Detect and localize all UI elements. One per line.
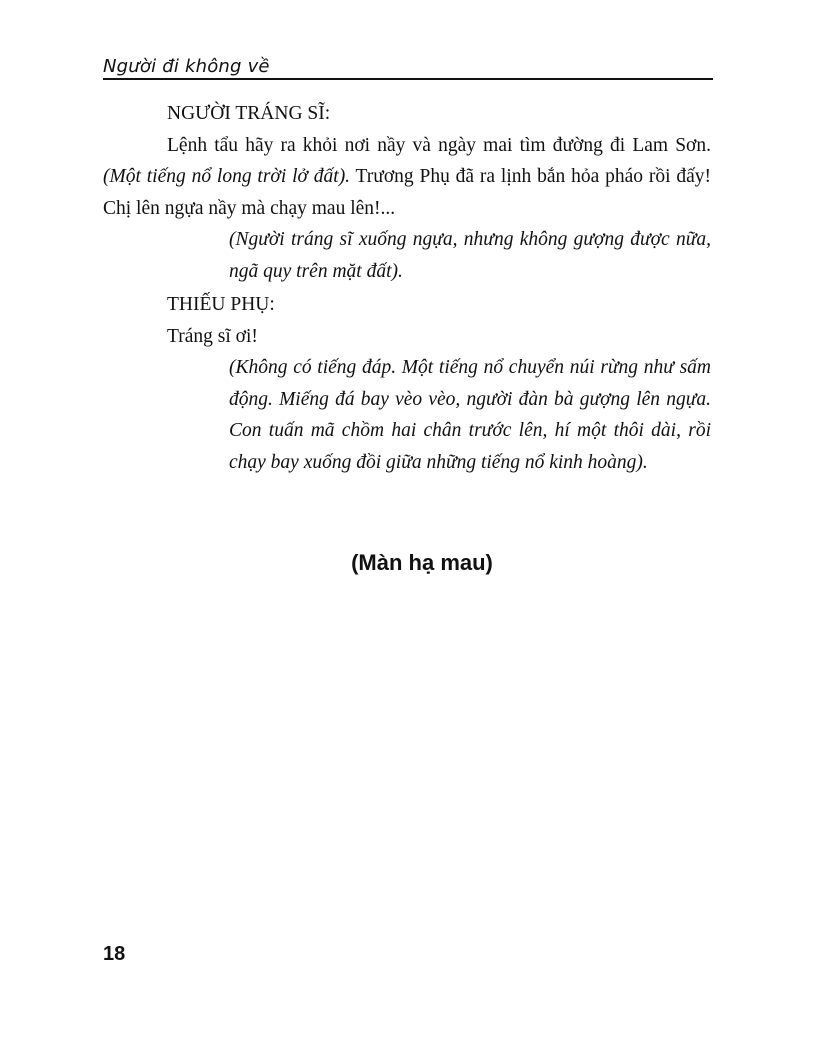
stage-direction-1: (Người tráng sĩ xuống ngựa, nhưng không gượng được nữa, ngã quy trên mặt đất).	[229, 229, 711, 282]
dialogue-text-a: Lệnh tẩu hãy ra khỏi nơi nầy và ngày mai tìm đường đi Lam Sơn.	[167, 134, 711, 156]
page-body	[103, 98, 711, 478]
running-title: Người đi không về	[103, 56, 270, 77]
dialogue-text-b: Trương Phụ đã ra lịnh bắn hỏa pháo rồi đấy! Chị lên ngựa nầy mà chạy mau lên!...	[103, 166, 711, 219]
inline-stage-direction: (Một tiếng nổ long trời lở đất).	[103, 166, 351, 187]
curtain-text: (Màn hạ mau)	[351, 550, 493, 575]
page-number: 18	[103, 943, 126, 965]
running-header	[103, 50, 713, 80]
stage-direction-2: (Không có tiếng đáp. Một tiếng nổ chuyển núi rừng như sấm động. Miếng đá bay vèo vèo, người đàn bà gượng lên ngựa. Con tuấn mã chồm hai chân trước lên, hí một thôi dài, rồi chạy bay xuống đồi giữa những tiếng nổ kinh hoàng).	[229, 357, 711, 473]
dialogue-line-2: Tráng sĩ ơi!	[167, 325, 258, 347]
speaker-label-thieu-phu: THIẾU PHỤ:	[167, 294, 275, 315]
dialogue-paragraph-1	[103, 130, 711, 225]
curtain-line	[0, 550, 816, 576]
speaker-label-trang-si: NGƯỜI TRÁNG SĨ:	[167, 103, 331, 124]
